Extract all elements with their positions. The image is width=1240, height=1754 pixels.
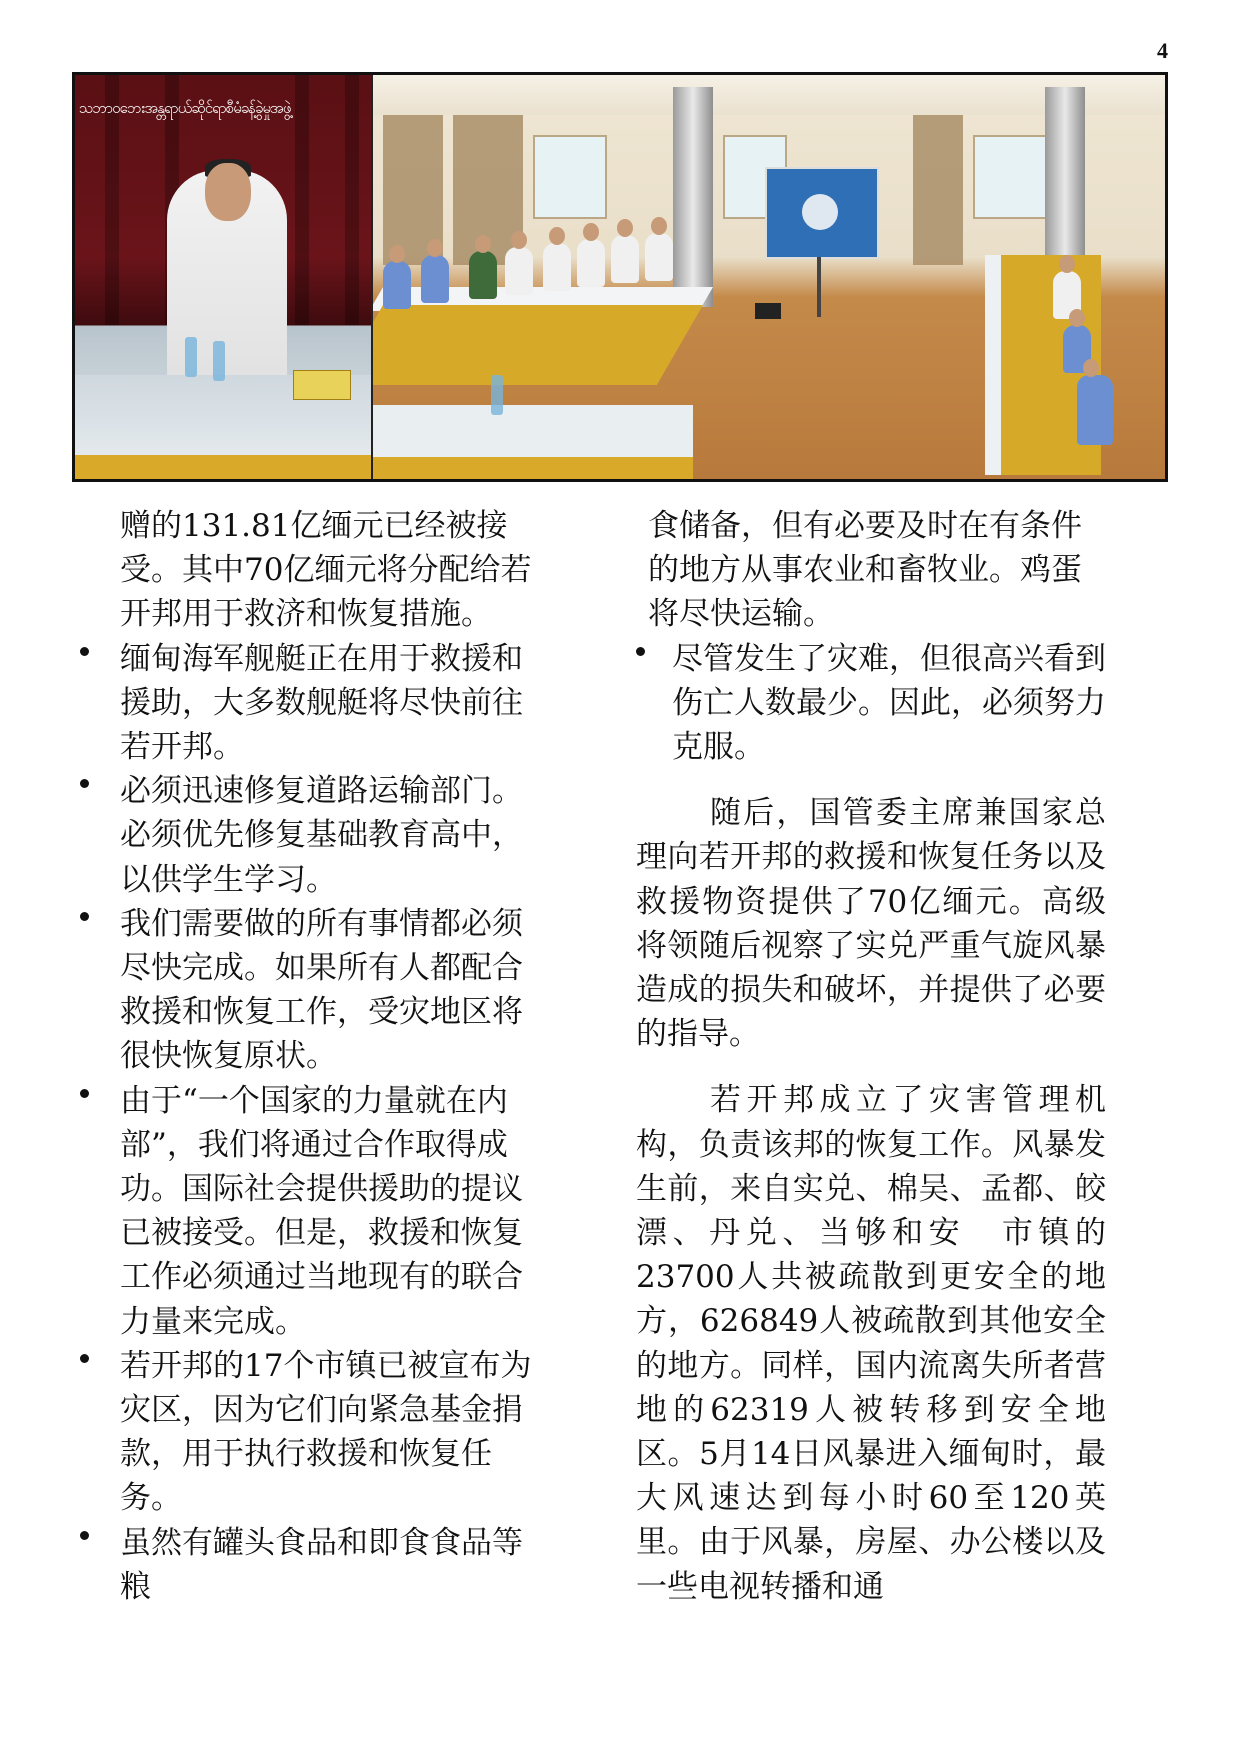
bullet-item: 虽然有罐头食品和即食食品等粮 <box>72 1521 542 1609</box>
bullet-icon <box>636 647 645 656</box>
right-continuation-text: 食储备，但有必要及时在有条件的地方从事农业和畜牧业。鸡蛋将尽快运输。 <box>648 508 1082 633</box>
left-column <box>72 504 542 1609</box>
bullet-item: 必须迅速修复道路运输部门。必须优先修复基础教育高中，以供学生学习。 <box>72 769 542 902</box>
bullet-icon <box>80 779 89 788</box>
page-number: 4 <box>1157 38 1168 63</box>
conference-room-panel <box>373 75 1168 479</box>
bullet-icon <box>80 1531 89 1540</box>
bullet-item: 由于“一个国家的力量就在内部”，我们将通过合作取得成功。国际社会提供援助的提议已被接受。但是，救援和恢复工作必须通过当地现有的联合力量来完成。 <box>72 1079 542 1344</box>
bullet-icon <box>80 1089 89 1098</box>
bullet-item: 若开邦的17个市镇已被宣布为灾区，因为它们向紧急基金捐款，用于执行救援和恢复任务。 <box>72 1344 542 1521</box>
projection-screen <box>765 167 879 259</box>
laptop <box>755 303 781 319</box>
bullet-item: 我们需要做的所有事情都必须尽快完成。如果所有人都配合救援和恢复工作，受灾地区将很快恢复原状。 <box>72 902 542 1079</box>
right-column <box>636 504 1106 1609</box>
body-paragraph: 若开邦成立了灾害管理机构，负责该邦的恢复工作。风暴发生前，来自实兑、棉吴、孟都、皎漂、丹兑、当够和安 市镇的23700人共被疏散到更安全的地方，626849人被疏散到其他安全的地方。同样，国内流离失所者营地的62319人被转移到安全地区。5月14日风暴进入缅甸时，最大风速达到每小时60至120英里。由于风暴，房屋、办公楼以及一些电视转播和通 <box>636 1082 1106 1605</box>
bullet-item: 缅甸海军舰艇正在用于救援和援助，大多数舰艇将尽快前往若开邦。 <box>72 637 542 770</box>
meeting-photo <box>72 72 1168 482</box>
bullet-icon <box>80 1354 89 1363</box>
body-paragraph: 随后，国管委主席兼国家总理向若开邦的救援和恢复任务以及救援物资提供了70亿缅元。高级将领随后视察了实兑严重气旋风暴造成的损失和破坏，并提供了必要的指导。 <box>636 795 1106 1053</box>
bullet-item: 尽管发生了灾难，但很高兴看到伤亡人数最少。因此，必须努力克服。 <box>636 637 1106 770</box>
tissue-box <box>293 370 351 400</box>
banner-caption: သဘာဝဘေးအန္တရာယ်ဆိုင်ရာစီမံခန့်ခွဲမှုအဖွဲ့ <box>79 99 291 117</box>
bullet-icon <box>80 647 89 656</box>
left-continuation-text: 赠的131.81亿缅元已经被接受。其中70亿缅元将分配给若开邦用于救济和恢复措施。 <box>120 508 532 633</box>
speaker-photo-panel <box>75 75 371 479</box>
bullet-icon <box>80 912 89 921</box>
